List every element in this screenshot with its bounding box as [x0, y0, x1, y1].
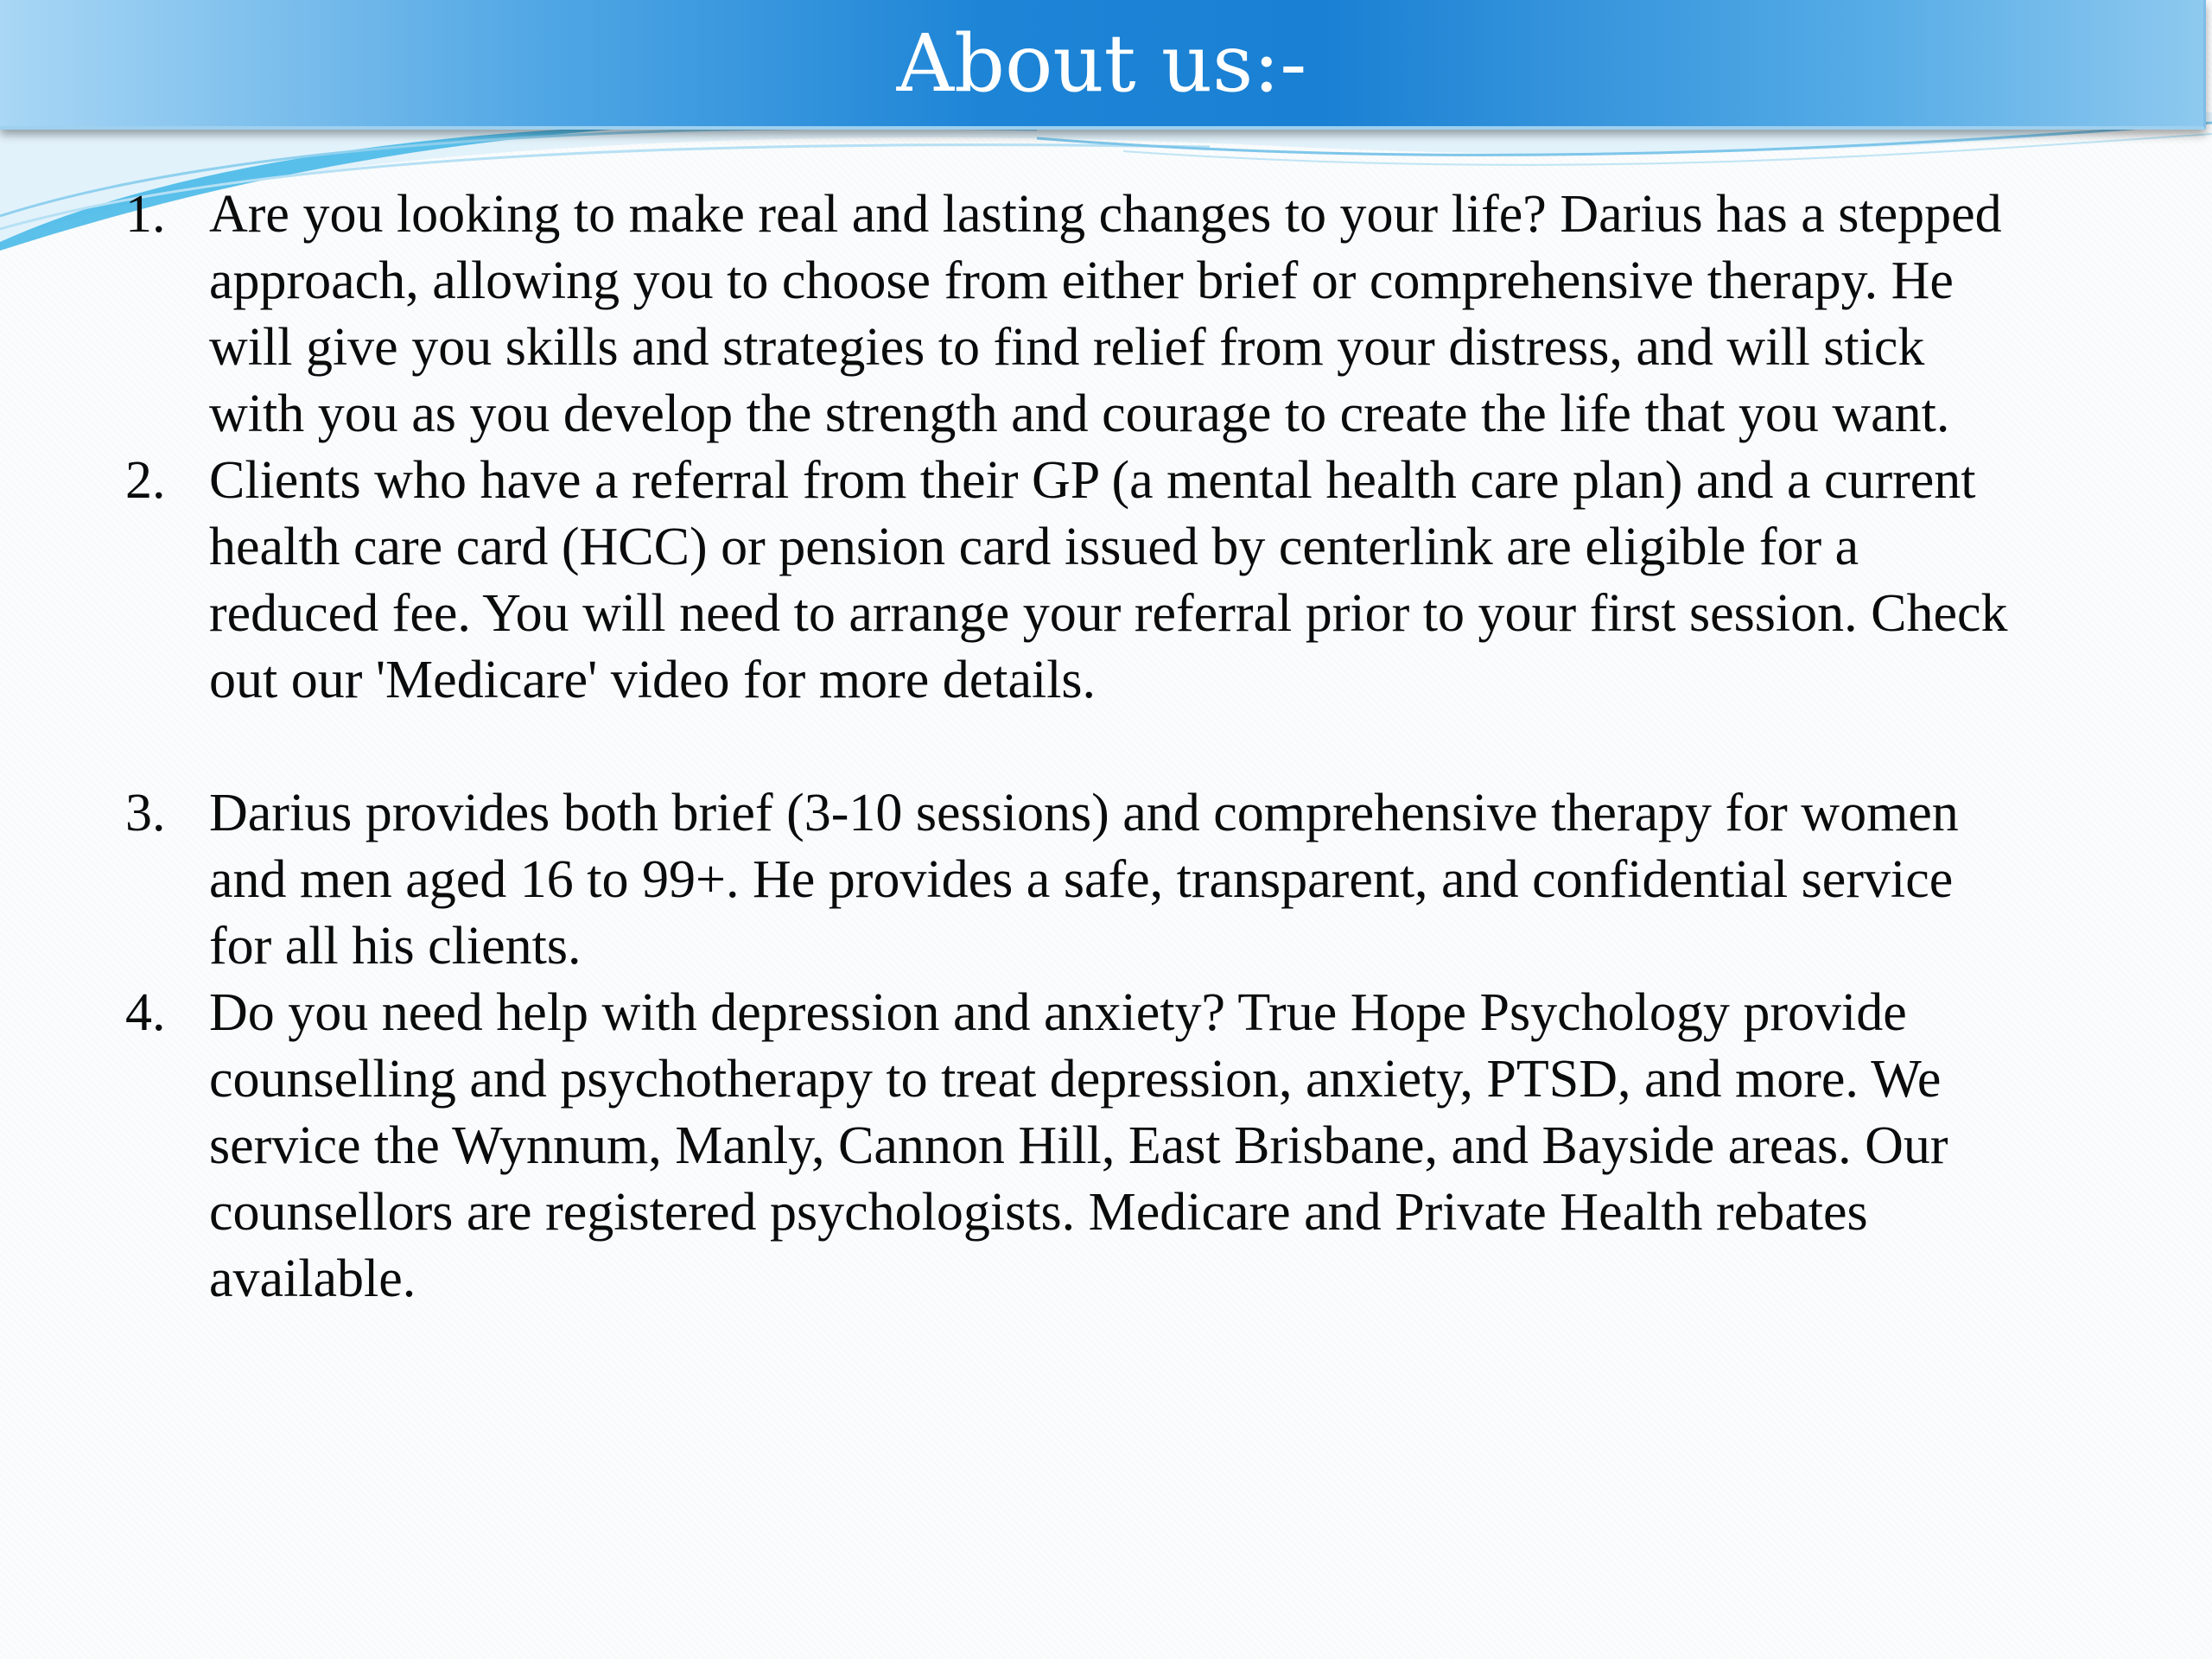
list-item-number: 3. — [125, 784, 166, 842]
list-item — [0, 181, 2024, 448]
list-item-text: Darius provides both brief (3-10 sessions) and comprehensive therapy for women and men aged 16 to 99+. He provides a safe, transparent, and confidential service for all his clients. — [209, 784, 1959, 976]
about-list — [0, 181, 2212, 1313]
list-item-number: 2. — [125, 451, 166, 510]
list-item — [0, 980, 2024, 1313]
title-bar — [0, 0, 2206, 130]
page-title: About us:- — [896, 17, 1307, 110]
list-item — [0, 780, 2024, 980]
list-item — [0, 448, 2024, 714]
list-item-number: 1. — [125, 185, 166, 244]
list-item-number: 4. — [125, 983, 166, 1042]
list-item-text: Do you need help with depression and anxiety? True Hope Psychology provide counselling and psychotherapy to treat depression, anxiety, PTSD, and more. We service the Wynnum, Manly, Cannon Hill, East Brisbane, and Bayside areas. Our counsellors are registered psychologists. Medicare and Private Health rebates available. — [209, 983, 1948, 1308]
list-spacer — [0, 714, 2212, 780]
list-item-text: Clients who have a referral from their GP (a mental health care plan) and a current health care card (HCC) or pension card issued by centerlink are eligible for a reduced fee. You will need to arrange your referral prior to your first session. Check out our 'Medicare' video for more details. — [209, 451, 2008, 709]
list-item-text: Are you looking to make real and lasting changes to your life? Darius has a stepped approach, allowing you to choose from either brief or comprehensive therapy. He will give you skills and strategies to find relief from your distress, and will stick with you as you develop the strength and courage to create the life that you want. — [209, 185, 2002, 443]
